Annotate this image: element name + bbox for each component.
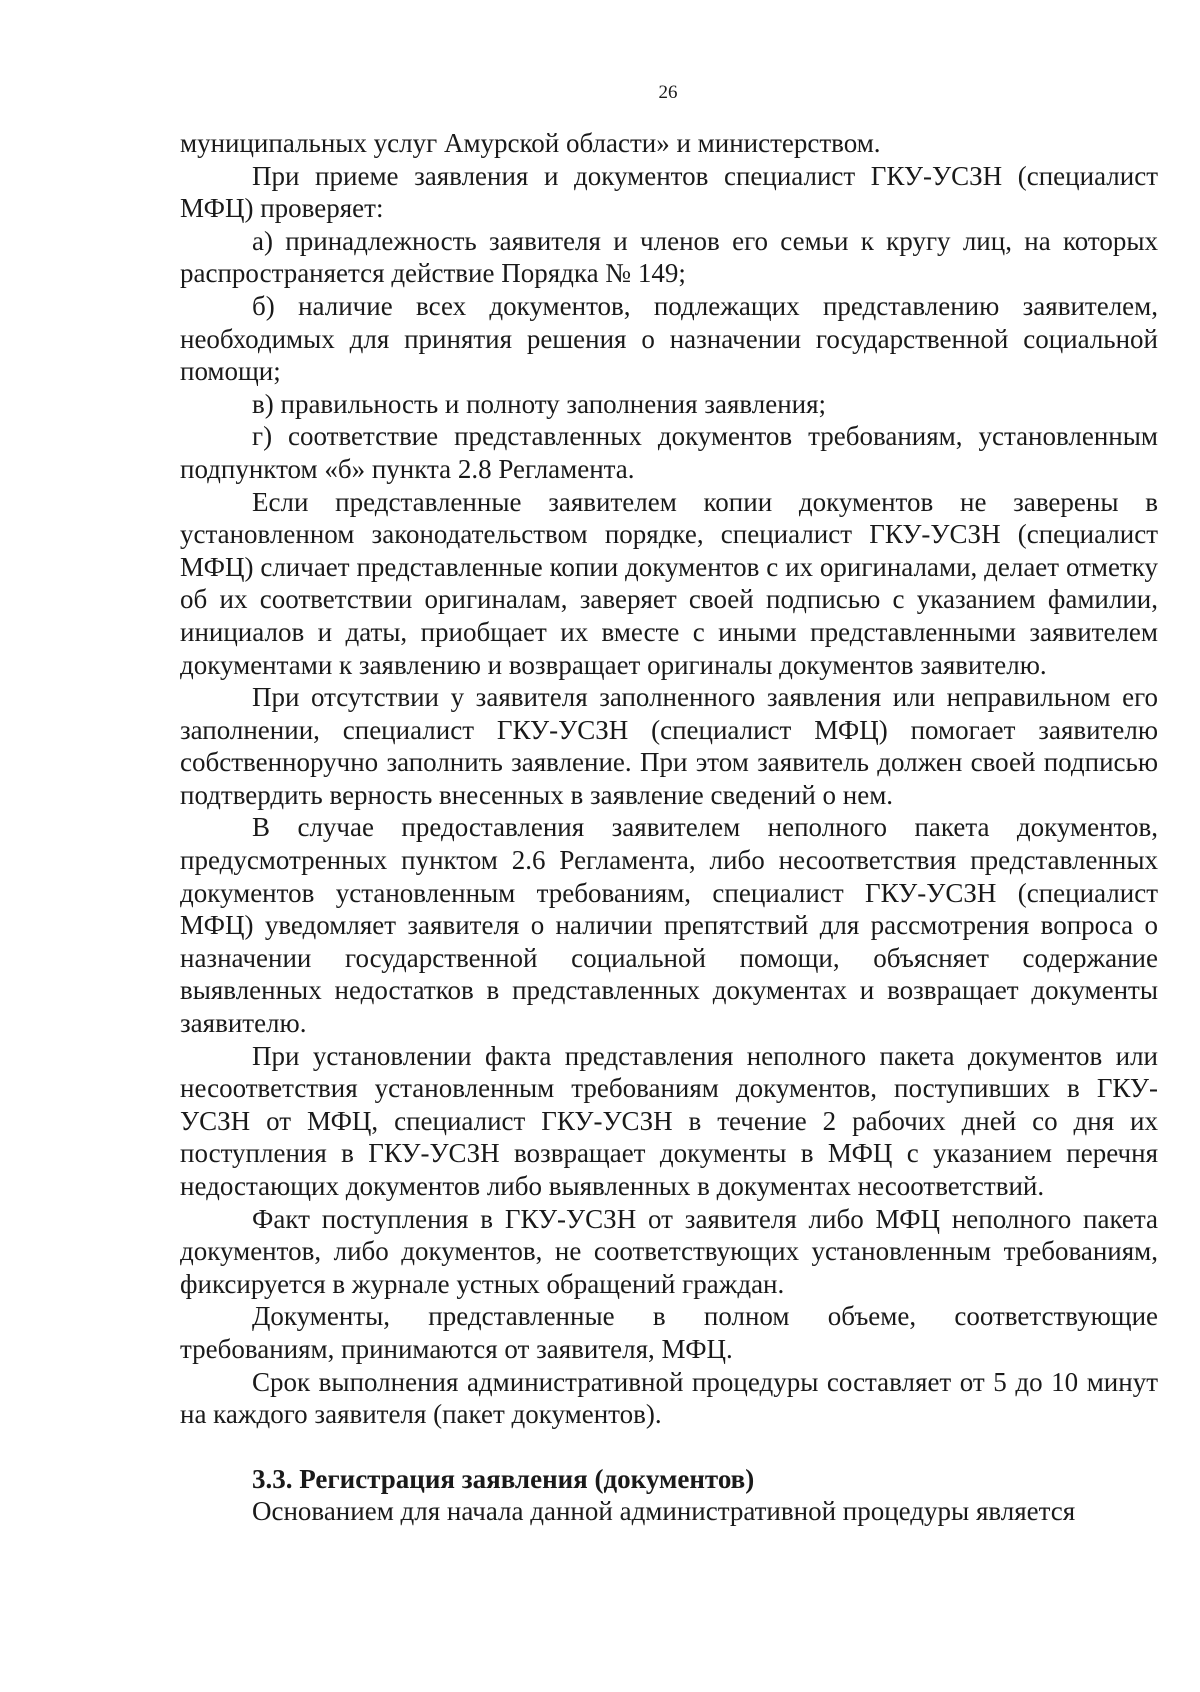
- paragraph: В случае предоставления заявителем неполного пакета документов, предусмотренных пунктом 2.6 Регламента, либо несоответствия представленных документов установленным требованиям, специалист ГКУ-УСЗН (специалист МФЦ) уведомляет заявителя о наличии препятствий для рассмотрения вопроса о назначении государственной социальной помощи, объясняет содержание выявленных недостатков в представленных документах и возвращает документы заявителю.: [180, 812, 1158, 1039]
- page-number: 26: [658, 82, 678, 103]
- list-item: а) принадлежность заявителя и членов его семьи к кругу лиц, на которых распространяется действие Порядка № 149;: [180, 225, 1158, 289]
- list-item: б) наличие всех документов, подлежащих представлению заявителем, необходимых для принятия решения о назначении государственной социальной помощи;: [180, 290, 1158, 387]
- paragraph: При отсутствии у заявителя заполненного заявления или неправильном его заполнении, специалист ГКУ-УСЗН (специалист МФЦ) помогает заявителю собственноручно заполнить заявление. При этом заявитель должен своей подписью подтвердить верность внесенных в заявление сведений о нем.: [180, 682, 1158, 810]
- paragraph: Факт поступления в ГКУ-УСЗН от заявителя либо МФЦ неполного пакета документов, либо документов, не соответствующих установленным требованиям, фиксируется в журнале устных обращений граждан.: [180, 1203, 1158, 1299]
- paragraph: Документы, представленные в полном объеме, соответствующие требованиям, принимаются от заявителя, МФЦ.: [180, 1301, 1158, 1364]
- subsection-heading: 3.3. Регистрация заявления (документов): [252, 1463, 755, 1494]
- paragraph: Срок выполнения административной процедуры составляет от 5 до 10 минут на каждого заявителя (пакет документов).: [180, 1366, 1158, 1430]
- paragraph: Основанием для начала данной административной процедуры является: [252, 1496, 1076, 1527]
- paragraph: Если представленные заявителем копии документов не заверены в установленном законодательством порядке, специалист ГКУ-УСЗН (специалист МФЦ) сличает представленные копии документов с их оригиналами, делает отметку об их соответствии оригиналам, заверяет своей подписью с указанием фамилии, инициалов и даты, приобщает их вместе с иными представленными заявителем документами к заявлению и возвращает оригиналы документов заявителю.: [180, 486, 1158, 680]
- paragraph: При приеме заявления и документов специалист ГКУ-УСЗН (специалист МФЦ) проверяет:: [180, 160, 1158, 224]
- list-item: г) соответствие представленных документов требованиям, установленным подпунктом «б» пункта 2.8 Регламента.: [180, 421, 1158, 484]
- paragraph: муниципальных услуг Амурской области» и министерством.: [180, 128, 881, 158]
- document-body: [180, 127, 1158, 1528]
- list-item: в) правильность и полноту заполнения заявления;: [252, 388, 827, 419]
- paragraph: При установлении факта представления неполного пакета документов или несоответствия установленным требованиям документов, поступивших в ГКУ-УСЗН от МФЦ, специалист ГКУ-УСЗН в течение 2 рабочих дней со дня их поступления в ГКУ-УСЗН возвращает документы в МФЦ с указанием перечня недостающих документов либо выявленных в документах несоответствий.: [180, 1040, 1158, 1201]
